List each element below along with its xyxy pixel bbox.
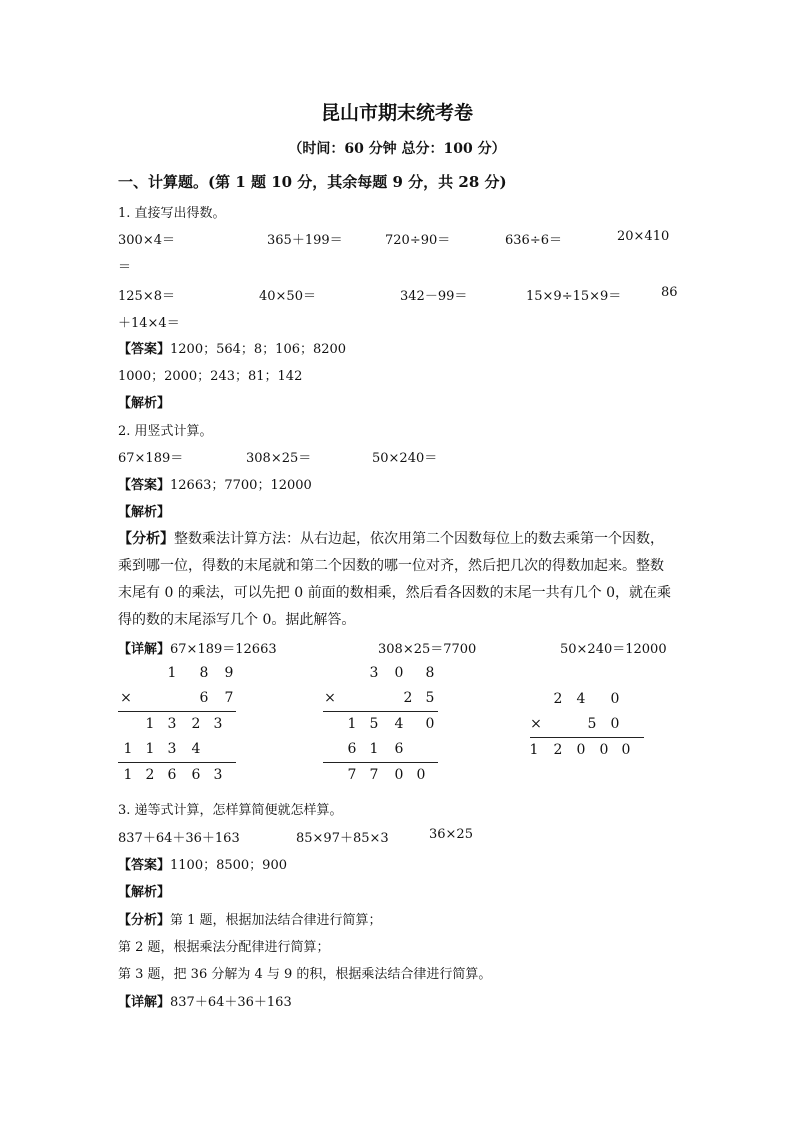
- answer-line: [118, 854, 287, 873]
- fenxi-text: 得的数的末尾添写几个 0。据此解答。: [118, 612, 356, 628]
- digit: 0: [576, 742, 586, 758]
- q2-problem: 308×25＝: [246, 451, 312, 466]
- digit: 1: [369, 741, 379, 757]
- q2-heading: 2. 用竖式计算。: [118, 424, 213, 439]
- digit: 1: [123, 767, 133, 783]
- digit: 1: [347, 716, 357, 732]
- detail-tag: 【详解】: [118, 995, 171, 1010]
- digit: 7: [347, 767, 357, 783]
- q1-item-wrap: ＝: [118, 260, 132, 275]
- digit: 3: [213, 767, 223, 783]
- fenxi-text: 末尾有 0 的乘法，可以先把 0 前面的数相乘，然后看各因数的末尾一共有几个 0，就在乘: [118, 585, 671, 601]
- digit: 0: [599, 742, 609, 758]
- detail-tag: 【详解】: [118, 642, 171, 657]
- times-sign: ×: [120, 690, 132, 706]
- digit: 1: [529, 742, 539, 758]
- digit: 6: [394, 741, 404, 757]
- digit: 3: [167, 741, 177, 757]
- digit: 3: [167, 716, 177, 732]
- answer-text: 12663；7700；12000: [170, 478, 312, 493]
- fenxi-line: [118, 909, 382, 928]
- q1-item: 636÷6＝: [505, 233, 562, 248]
- digit: 6: [167, 767, 177, 783]
- digit: 1: [145, 716, 155, 732]
- digit: 3: [369, 665, 379, 681]
- q1-item: 15×9÷15×9＝: [526, 289, 622, 304]
- digit: 0: [394, 665, 404, 681]
- answer-tag: 【答案】: [118, 478, 171, 493]
- detail-line: [118, 638, 277, 657]
- page-title: 昆山市期末统考卷: [320, 102, 473, 124]
- exam-time-score: （时间：60 分钟 总分：100 分）: [288, 141, 506, 157]
- fenxi-text: 整数乘法计算方法：从右边起，依次用第二个因数每位上的数去乘第一个因数，: [174, 531, 664, 547]
- digit: 8: [425, 665, 435, 681]
- fenxi-text: 第 1 题，根据加法结合律进行简算；: [170, 913, 382, 928]
- q3-heading: 3. 递等式计算，怎样算简便就怎样算。: [118, 803, 343, 818]
- q3-problem: 837＋64＋36＋163: [118, 831, 240, 846]
- analysis-tag: 【解析】: [118, 505, 171, 520]
- q3-problem: 85×97＋85×3: [296, 831, 389, 846]
- q1-item: 342－99＝: [400, 289, 468, 304]
- digit: 0: [610, 716, 620, 732]
- times-sign: ×: [324, 690, 336, 706]
- digit: 0: [621, 742, 631, 758]
- digit: 1: [123, 741, 133, 757]
- answer-tag: 【答案】: [118, 342, 171, 357]
- calc-rule: [530, 737, 644, 738]
- detail-text: 308×25＝7700: [378, 642, 477, 657]
- answer-line: [118, 474, 312, 493]
- q2-problem: 50×240＝: [372, 451, 438, 466]
- times-sign: ×: [530, 716, 542, 732]
- digit: 7: [369, 767, 379, 783]
- q1-item: 20×410: [617, 229, 670, 244]
- digit: 4: [191, 741, 201, 757]
- answer-tag: 【答案】: [118, 858, 171, 873]
- fenxi-text: 第 3 题，把 36 分解为 4 与 9 的积，根据乘法结合律进行简算。: [118, 967, 492, 982]
- digit: 2: [191, 716, 201, 732]
- section-heading: 一、计算题。(第 1 题 10 分，其余每题 9 分，共 28 分): [118, 173, 507, 191]
- digit: 9: [224, 665, 234, 681]
- digit: 6: [199, 690, 209, 706]
- analysis-tag: 【解析】: [118, 885, 171, 900]
- answer-line: [118, 338, 346, 357]
- digit: 5: [369, 716, 379, 732]
- digit: 2: [403, 690, 413, 706]
- digit: 7: [224, 690, 234, 706]
- digit: 3: [213, 716, 223, 732]
- digit: 2: [145, 767, 155, 783]
- digit: 8: [199, 665, 209, 681]
- fenxi-tag: 【分析】: [118, 531, 174, 547]
- q1-item: 86: [661, 285, 678, 300]
- digit: 0: [425, 716, 435, 732]
- calc-rule: [118, 762, 236, 763]
- calc-rule: [323, 711, 438, 712]
- analysis-tag: 【解析】: [118, 396, 171, 411]
- digit: 5: [425, 690, 435, 706]
- q3-problem: 36×25: [429, 827, 473, 842]
- fenxi-text: 乘到哪一位，得数的末尾就和第二个因数的哪一位对齐，然后把几次的得数加起来。整数: [118, 558, 664, 574]
- q1-item: 720÷90＝: [385, 233, 451, 248]
- q1-item-wrap: ＋14×4＝: [118, 316, 180, 331]
- digit: 0: [416, 767, 426, 783]
- fenxi-line: [118, 528, 664, 548]
- digit: 1: [167, 665, 177, 681]
- answer-text: 1100；8500；900: [170, 858, 287, 873]
- digit: 5: [587, 716, 597, 732]
- digit: 2: [553, 691, 563, 707]
- digit: 4: [576, 691, 586, 707]
- digit: 2: [553, 742, 563, 758]
- answer-text-line2: 1000；2000；243；81；142: [118, 369, 303, 384]
- digit: 4: [394, 716, 404, 732]
- detail-line: [118, 991, 292, 1010]
- digit: 0: [610, 691, 620, 707]
- detail-text: 837＋64＋36＋163: [170, 995, 292, 1010]
- digit: 1: [145, 741, 155, 757]
- q1-item: 40×50＝: [259, 289, 316, 304]
- detail-text: 67×189＝12663: [170, 642, 277, 657]
- fenxi-tag: 【分析】: [118, 913, 171, 928]
- calc-rule: [323, 762, 438, 763]
- q1-heading: 1. 直接写出得数。: [118, 206, 226, 221]
- digit: 6: [191, 767, 201, 783]
- q1-item: 125×8＝: [118, 289, 175, 304]
- answer-text: 1200；564；8；106；8200: [170, 342, 347, 357]
- detail-text: 50×240＝12000: [560, 642, 667, 657]
- fenxi-text: 第 2 题，根据乘法分配律进行简算；: [118, 940, 330, 955]
- q1-item: 365＋199＝: [267, 233, 343, 248]
- calc-rule: [118, 711, 236, 712]
- digit: 0: [394, 767, 404, 783]
- q2-problem: 67×189＝: [118, 451, 184, 466]
- q1-item: 300×4＝: [118, 233, 175, 248]
- digit: 6: [347, 741, 357, 757]
